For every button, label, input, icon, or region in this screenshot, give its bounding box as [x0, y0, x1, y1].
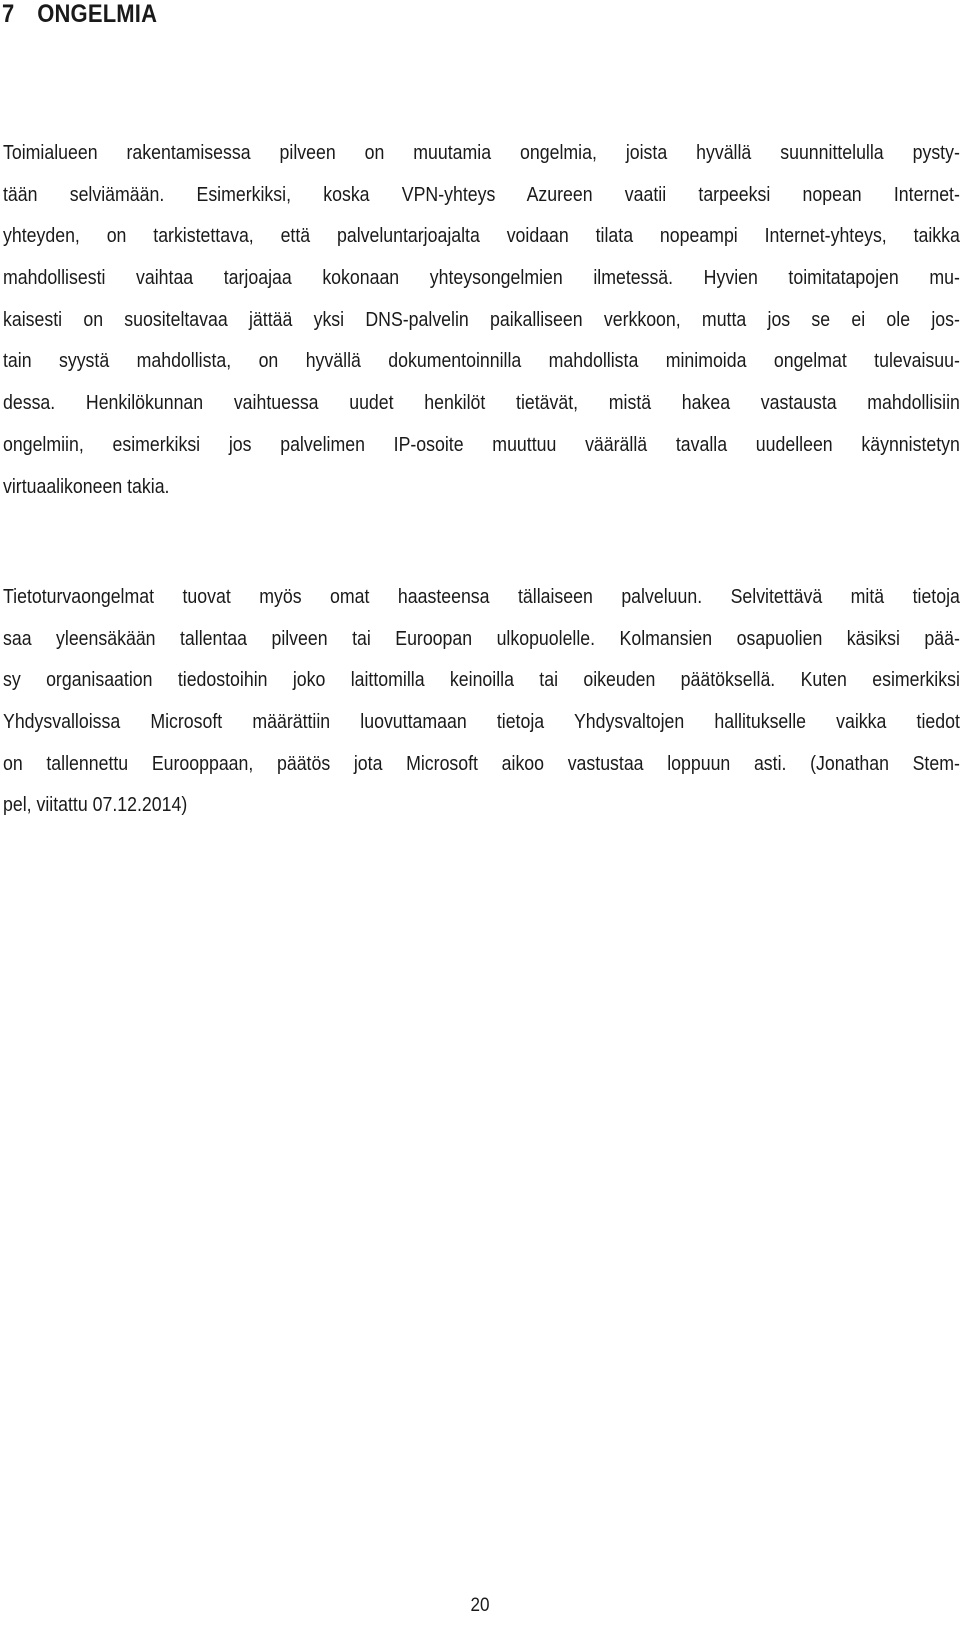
paragraph-line: yhteyden, on tarkistettava, että palveluntarjoajalta voidaan tilata nopeampi Internet-yhteys, taikka	[3, 225, 960, 248]
paragraph-line: dessa. Henkilökunnan vaihtuessa uudet henkilöt tietävät, mistä hakea vastausta mahdollisiin	[3, 392, 960, 415]
paragraph-line: sy organisaation tiedostoihin joko laittomilla keinoilla tai oikeuden päätöksellä. Kuten esimerkiksi	[3, 669, 960, 692]
paragraph-line: Toimialueen rakentamisessa pilveen on muutamia ongelmia, joista hyvällä suunnittelulla pysty-	[3, 142, 960, 164]
paragraph-line: Tietoturvaongelmat tuovat myös omat haasteensa tällaiseen palveluun. Selvitettävä mitä tietoja	[3, 586, 960, 608]
paragraph-line: Yhdysvalloissa Microsoft määrättiin luovuttamaan tietoja Yhdysvaltojen hallitukselle vaikka tiedot	[3, 711, 960, 734]
chapter-heading	[2, 0, 157, 30]
paragraph-line: virtuaalikoneen takia.	[3, 475, 170, 498]
paragraph-line: tään selviämään. Esimerkiksi, koska VPN-yhteys Azureen vaatii tarpeeksi nopean Internet-	[3, 183, 960, 206]
page-number: 20	[470, 1595, 490, 1616]
paragraph-line: mahdollisesti vaihtaa tarjoajaa kokonaan yhteysongelmien ilmetessä. Hyvien toimitatapojen mu-	[3, 267, 960, 290]
body-paragraph	[3, 577, 960, 827]
paragraph-line: tain syystä mahdollista, on hyvällä dokumentoinnilla mahdollista minimoida ongelmat tulevaisuu-	[3, 350, 960, 373]
paragraph-line: pel, viitattu 07.12.2014)	[3, 794, 188, 817]
paragraph-line: saa yleensäkään tallentaa pilveen tai Euroopan ulkopuolelle. Kolmansien osapuolien käsiksi pää-	[3, 627, 960, 650]
paragraph-line: on tallennettu Eurooppaan, päätös jota Microsoft aikoo vastustaa loppuun asti. (Jonathan Stem-	[3, 752, 960, 775]
paragraph-line: kaisesti on suositeltavaa jättää yksi DNS-palvelin paikalliseen verkkoon, mutta jos se ei ole jos-	[3, 308, 960, 331]
body-paragraph	[3, 133, 960, 508]
chapter-title: ONGELMIA	[37, 0, 158, 28]
chapter-number: 7	[2, 0, 15, 28]
paragraph-line: ongelmiin, esimerkiksi jos palvelimen IP-osoite muuttuu väärällä tavalla uudelleen käynnistetyn	[3, 433, 960, 456]
